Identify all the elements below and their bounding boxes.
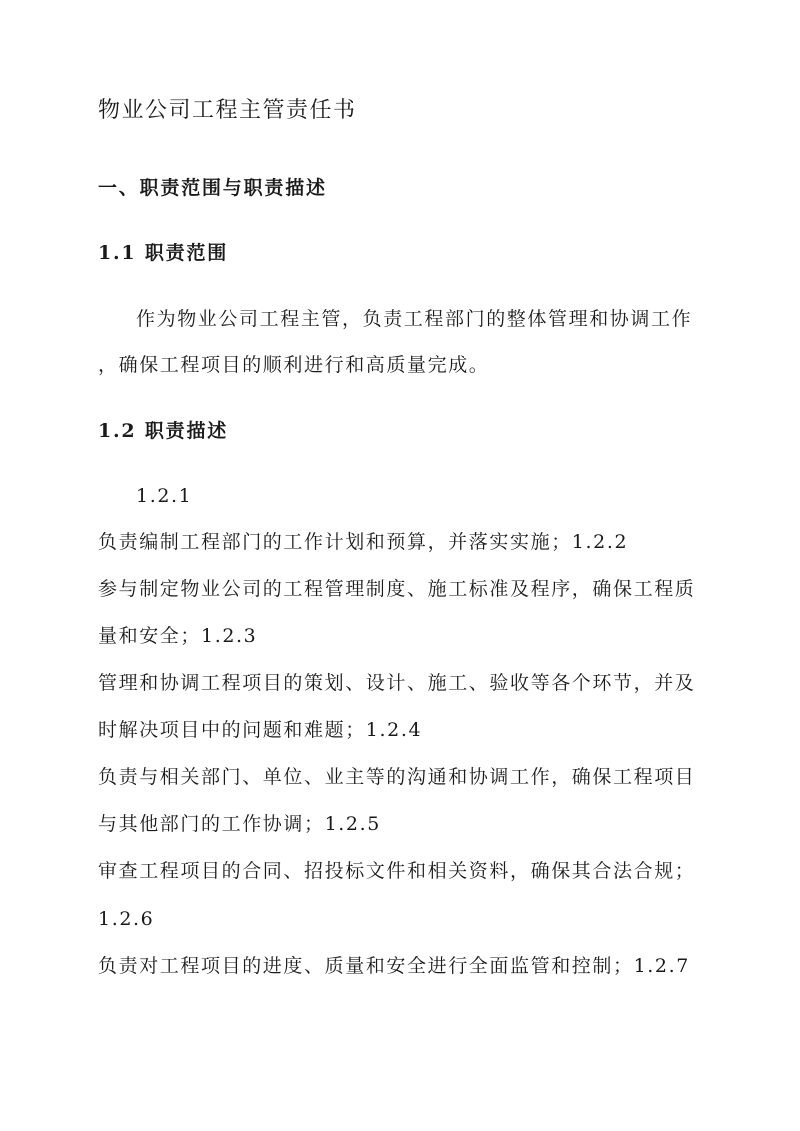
body-line: 量和安全；1.2.3 (98, 625, 258, 647)
body-line: 负责编制工程部门的工作计划和预算，并落实实施；1.2.2 (98, 531, 629, 553)
body-line: 时解决项目中的问题和难题；1.2.4 (98, 719, 423, 741)
body-line: 负责与相关部门、单位、业主等的沟通和协调工作，确保工程项目 (98, 766, 696, 788)
body-line: 1.2.6 (98, 908, 155, 930)
section-heading-1: 一、职责范围与职责描述 (98, 177, 327, 199)
subsection-heading-1-1: 1.1 职责范围 (98, 242, 229, 264)
paragraph-line: ，确保工程项目的顺利进行和高质量完成。 (98, 354, 490, 376)
body-line: 与其他部门的工作协调；1.2.5 (98, 813, 381, 835)
list-item-number: 1.2.1 (136, 485, 193, 507)
document-title: 物业公司工程主管责任书 (98, 98, 357, 123)
subsection-heading-1-2: 1.2 职责描述 (98, 420, 229, 442)
body-line: 参与制定物业公司的工程管理制度、施工标准及程序，确保工程质 (98, 578, 696, 600)
body-line: 审查工程项目的合同、招投标文件和相关资料，确保其合法合规； (98, 860, 696, 882)
paragraph-line: 作为物业公司工程主管，负责工程部门的整体管理和协调工作 (136, 308, 693, 330)
body-line: 管理和协调工程项目的策划、设计、施工、验收等各个环节，并及 (98, 672, 696, 694)
body-line: 负责对工程项目的进度、质量和安全进行全面监管和控制；1.2.7 (98, 955, 690, 977)
